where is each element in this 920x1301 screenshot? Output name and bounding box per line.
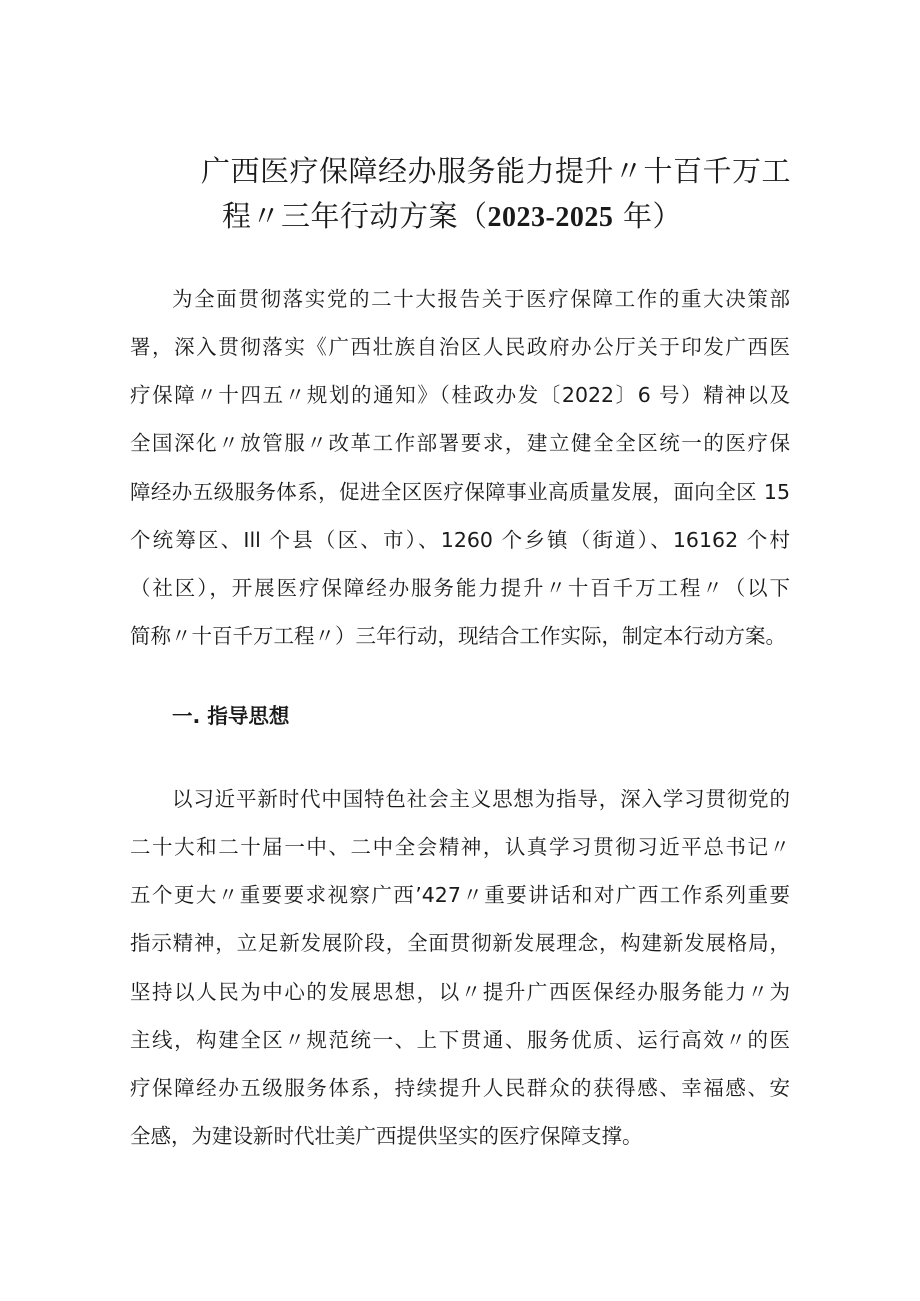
title-line-2-end: 年） [613,199,683,233]
document-title-line-2 [222,198,682,236]
title-years: 2023-2025 [487,202,614,233]
paragraph-line: 个统筹区、Ill 个县（区、市）、1260 个乡镇（街道）、16162 个村 [130,528,790,552]
paragraph-line: 简称〃十百千万工程〃）三年行动，现结合工作实际，制定本行动方案。 [130,624,786,648]
paragraph-line: 障经办五级服务体系，促进全区医疗保障事业高质量发展，面向全区 15 [130,480,790,504]
paragraph-line: 坚持以人民为中心的发展思想，以〃提升广西医保经办服务能力〃为 [130,980,790,1004]
paragraph-line: 全感，为建设新时代壮美广西提供坚实的医疗保障支撑。 [130,1124,643,1148]
paragraph-line: 全国深化〃放管服〃改革工作部署要求，建立健全全区统一的医疗保 [130,431,790,455]
paragraph-line: 五个更大〃重要要求视察广西’427〃重要讲话和对广西工作系列重要 [130,883,790,907]
paragraph-line: 疗保障〃十四五〃规划的通知》（桂政办发〔2022〕6 号）精神以及 [130,383,790,407]
paragraph-line: （社区），开展医疗保障经办服务能力提升〃十百千万工程〃（以下 [130,576,790,600]
title-line-2-text: 程〃三年行动方案（ [222,199,488,233]
paragraph-line: 以习近平新时代中国特色社会主义思想为指导，深入学习贯彻党的 [172,787,790,811]
paragraph-line: 疗保障经办五级服务体系，持续提升人民群众的获得感、幸福感、安 [130,1076,790,1100]
paragraph-line: 署，深入贯彻落实《广西壮族自治区人民政府办公厅关于印发广西医 [130,335,790,359]
paragraph-line: 主线，构建全区〃规范统一、上下贯通、服务优质、运行高效〃的医 [130,1028,790,1052]
document-title-line-1: 广西医疗保障经办服务能力提升〃十百千万工 [201,154,792,188]
section-heading: 一. 指导思想 [172,704,290,728]
paragraph-line: 二十大和二十届一中、二中全会精神，认真学习贯彻习近平总书记〃 [130,835,790,859]
paragraph-line: 为全面贯彻落实党的二十大报告关于医疗保障工作的重大决策部 [172,287,790,311]
paragraph-line: 指示精神，立足新发展阶段，全面贯彻新发展理念，构建新发展格局， [130,931,790,955]
